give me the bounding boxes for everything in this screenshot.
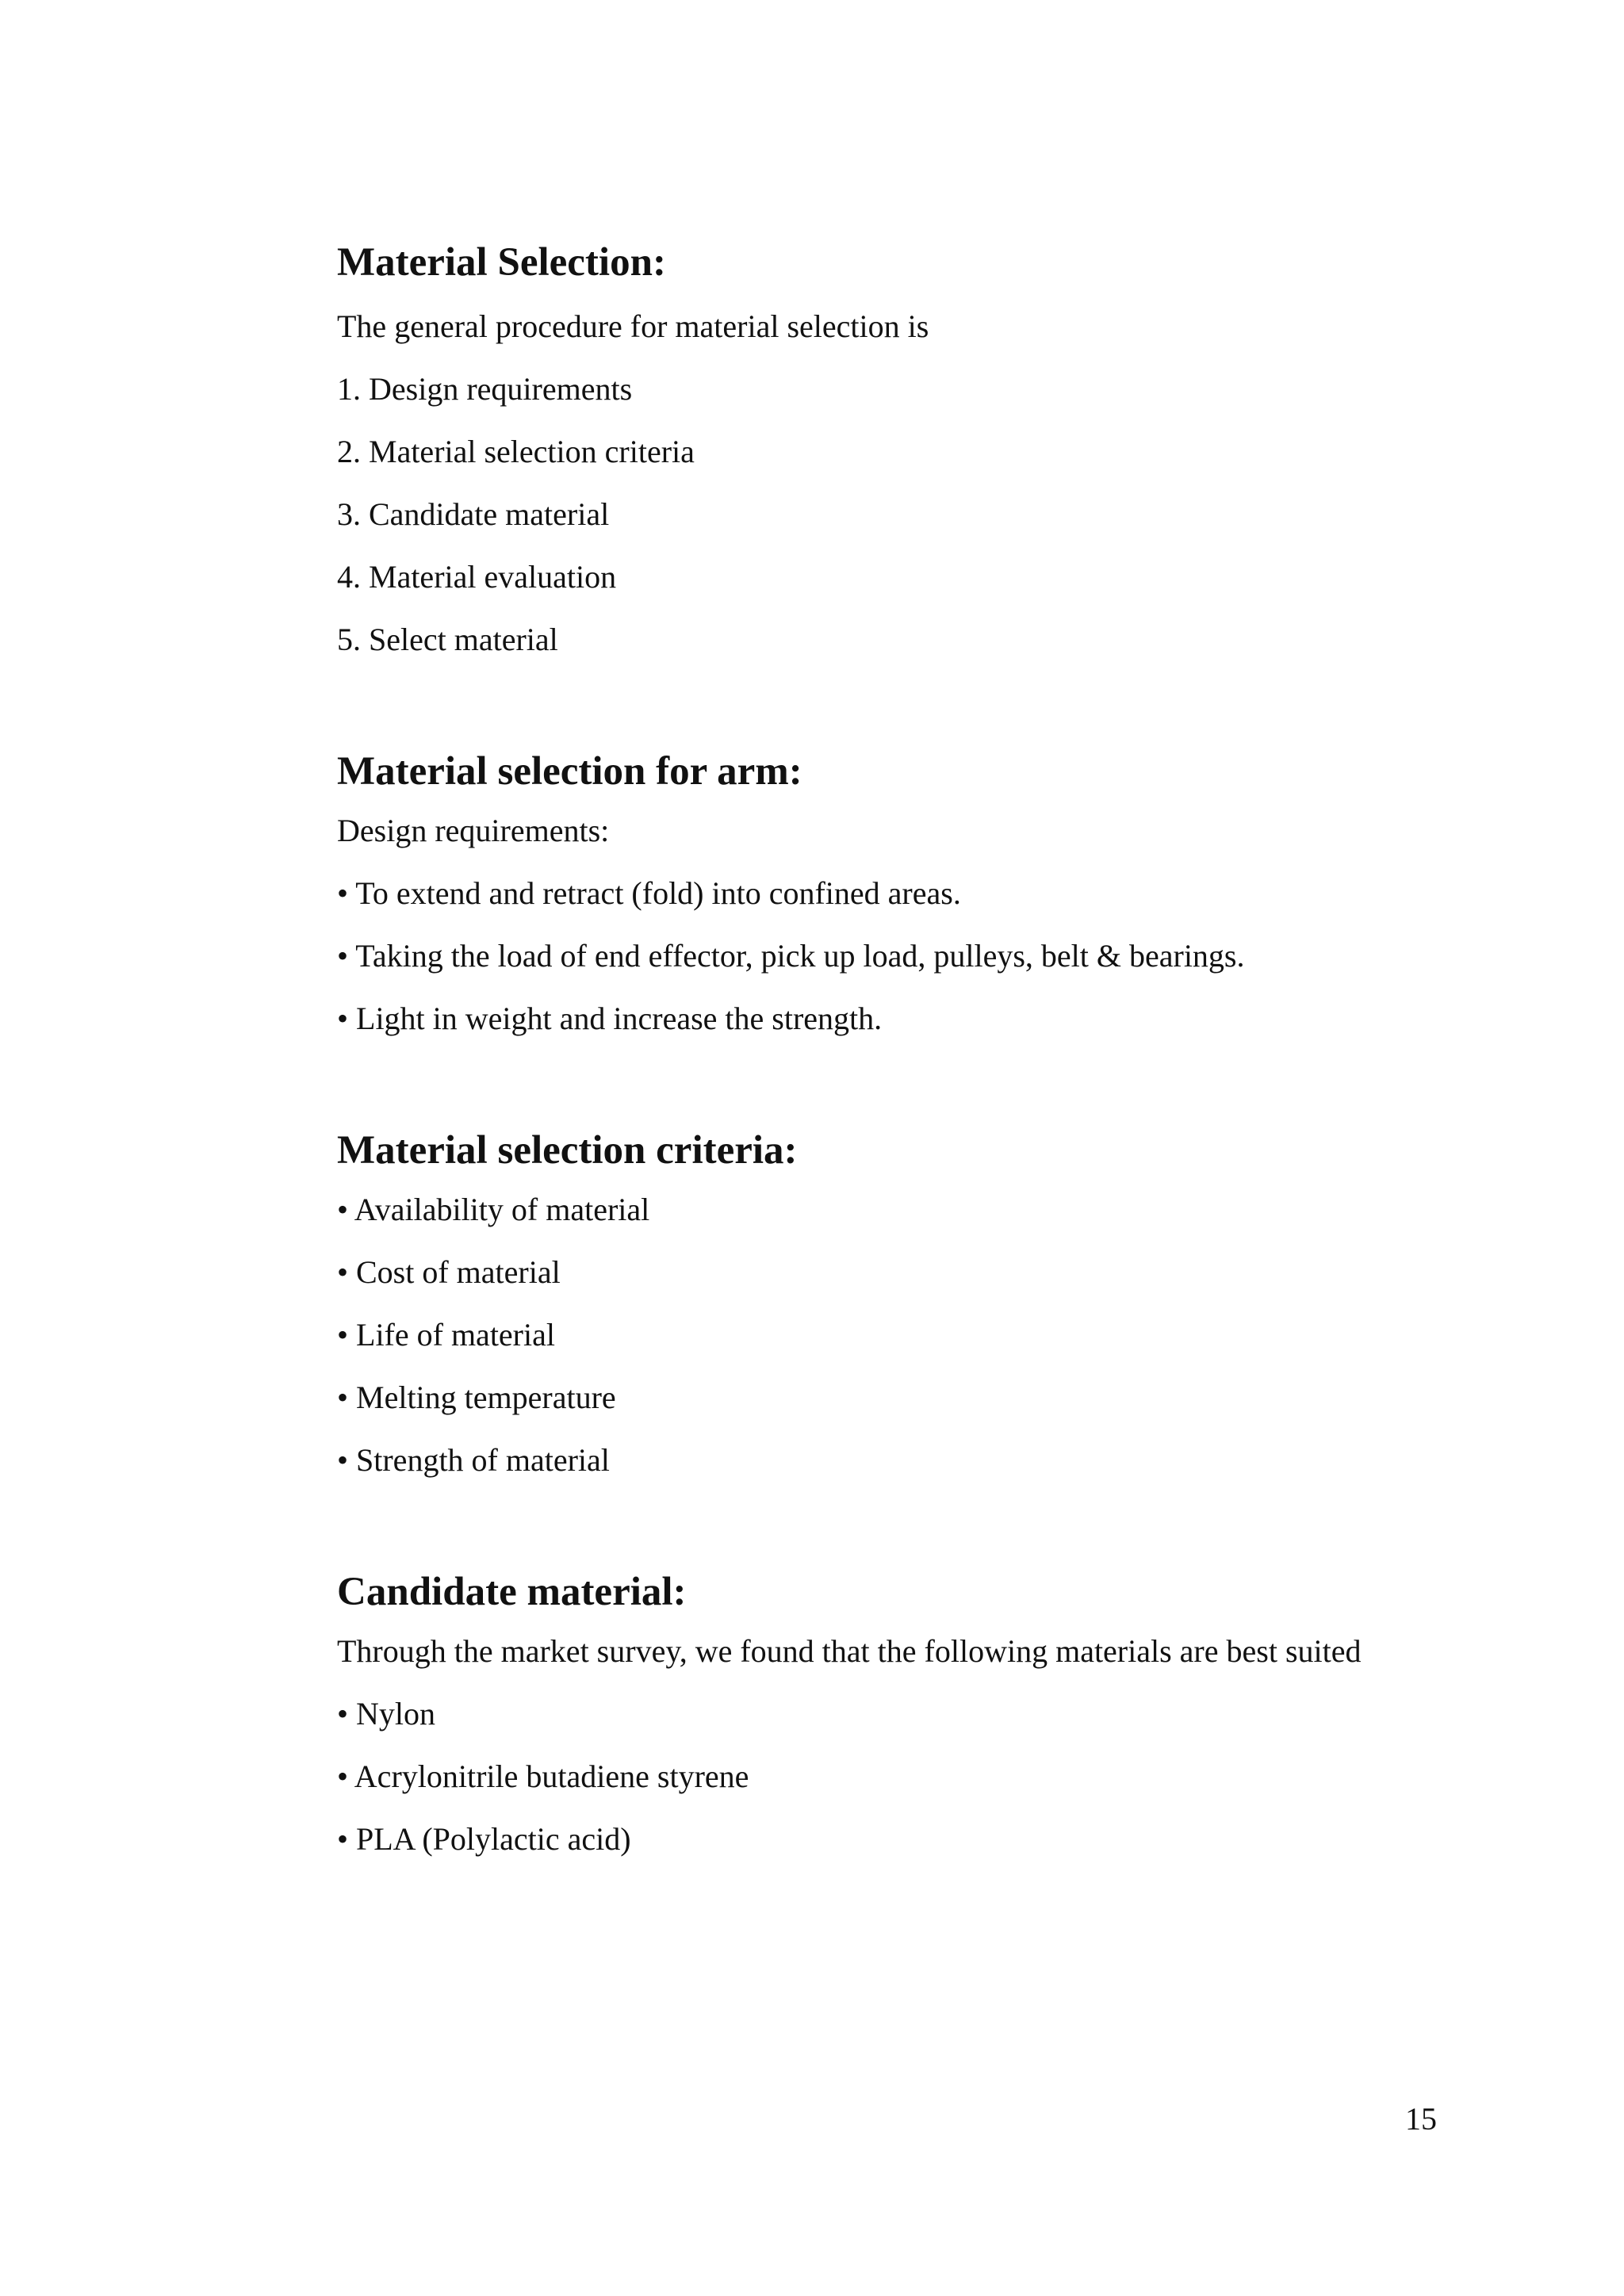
section-spacer — [337, 1050, 1487, 1123]
list-item: 1. Design requirements — [337, 371, 633, 407]
bullet-item: • Life of material — [337, 1317, 555, 1353]
paragraph: Through the market survey, we found that the following materials are best suited — [337, 1633, 1362, 1669]
page-number: 15 — [1405, 2101, 1437, 2137]
section-candidate-material — [337, 1564, 1487, 1870]
section-heading: Material selection criteria: — [337, 1128, 798, 1173]
bullet-item: • Acrylonitrile butadiene styrene — [337, 1758, 749, 1794]
bullet-item: • Cost of material — [337, 1254, 561, 1290]
section-material-selection-for-arm — [337, 744, 1487, 1050]
paragraph: Design requirements: — [337, 813, 610, 848]
bullet-item: • Light in weight and increase the strength. — [337, 1001, 883, 1036]
page-content — [337, 235, 1487, 1870]
list-item: 4. Material evaluation — [337, 559, 617, 595]
section-heading: Material Selection: — [337, 240, 666, 285]
bullet-item: • To extend and retract (fold) into confined areas. — [337, 875, 961, 911]
list-item: 5. Select material — [337, 622, 558, 657]
list-item: 3. Candidate material — [337, 496, 610, 532]
section-spacer — [337, 671, 1487, 744]
section-material-selection-criteria — [337, 1123, 1487, 1491]
bullet-item: • Availability of material — [337, 1192, 650, 1227]
list-item: 2. Material selection criteria — [337, 434, 695, 469]
section-material-selection — [337, 235, 1487, 671]
section-spacer — [337, 1491, 1487, 1564]
bullet-item: • Nylon — [337, 1696, 436, 1732]
section-heading: Candidate material: — [337, 1570, 687, 1614]
bullet-item: • Strength of material — [337, 1442, 610, 1478]
section-heading: Material selection for arm: — [337, 749, 802, 794]
bullet-item: • PLA (Polylactic acid) — [337, 1821, 631, 1857]
bullet-item: • Melting temperature — [337, 1380, 616, 1415]
bullet-item: • Taking the load of end effector, pick up load, pulleys, belt & bearings. — [337, 938, 1245, 974]
paragraph: The general procedure for material selection is — [337, 308, 929, 344]
